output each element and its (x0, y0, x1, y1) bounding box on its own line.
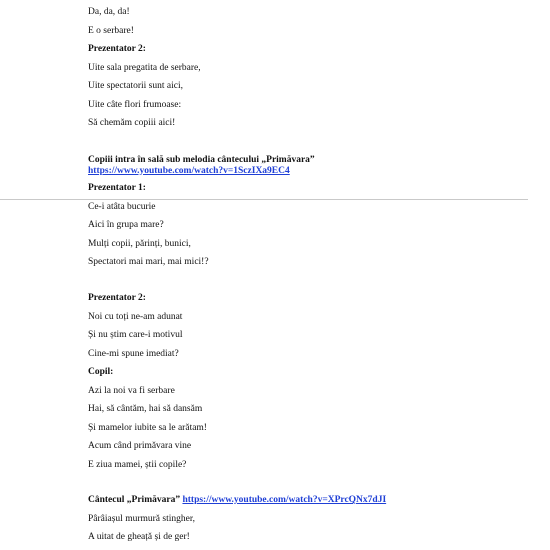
verse-line: Spectatori mai mari, mai mici!? (88, 257, 209, 267)
song-title-text: Cântecul „Primăvara” (88, 495, 183, 505)
verse-line: Uite spectatorii sunt aici, (88, 81, 183, 91)
verse-line: Și mamelor iubite sa le arătam! (88, 422, 207, 433)
stage-direction-text: Copiii intra în sală sub melodia cântecului „Primăvara” (88, 155, 315, 165)
verse-block-4 (88, 491, 528, 547)
verse-line: Aici în grupa mare? (88, 220, 164, 230)
verse-line: Cine-mi spune imediat? (88, 348, 179, 359)
verse-line: E o serbare! (88, 25, 134, 36)
speaker-label: Prezentator 1: (88, 183, 146, 193)
verse-block-1 (88, 3, 528, 133)
stage-direction-1 (88, 155, 528, 176)
verse-line: Ce-i atâta bucurie (88, 201, 156, 212)
verse-line: Uite câte flori frumoase: (88, 99, 182, 110)
verse-line: A uitat de gheață și de ger! (88, 532, 190, 542)
verse-line: Acum când primăvara vine (88, 441, 192, 451)
song-title-line (88, 491, 528, 510)
verse-block-2 (88, 179, 528, 272)
verse-line: Să chemăm copiii aici! (88, 118, 176, 128)
verse-line: Și nu știm care-i motivul (88, 330, 183, 340)
verse-line: Uite sala pregatita de serbare, (88, 62, 201, 73)
youtube-link-1[interactable]: https://www.youtube.com/watch?v=1SczIXa9EC4 (88, 165, 290, 176)
speaker-label: Prezentator 2: (88, 293, 146, 303)
verse-line: Pârâiașul murmură stingher, (88, 513, 195, 524)
speaker-label: Copil: (88, 367, 114, 377)
verse-line: Hai, să cântăm, hai să dansăm (88, 404, 203, 414)
page-break-divider (0, 199, 528, 200)
verse-block-3 (88, 289, 528, 474)
verse-line: Azi la noi va fi serbare (88, 385, 175, 396)
verse-line: Mulți copii, părinți, bunici, (88, 238, 191, 249)
verse-line: Noi cu toți ne-am adunat (88, 311, 183, 322)
youtube-link-2[interactable]: https://www.youtube.com/watch?v=XPrcQNx7dJI (182, 495, 387, 505)
verse-line: Da, da, da! (88, 7, 130, 17)
speaker-label: Prezentator 2: (88, 44, 146, 54)
verse-line: E ziua mamei, știi copile? (88, 459, 187, 470)
